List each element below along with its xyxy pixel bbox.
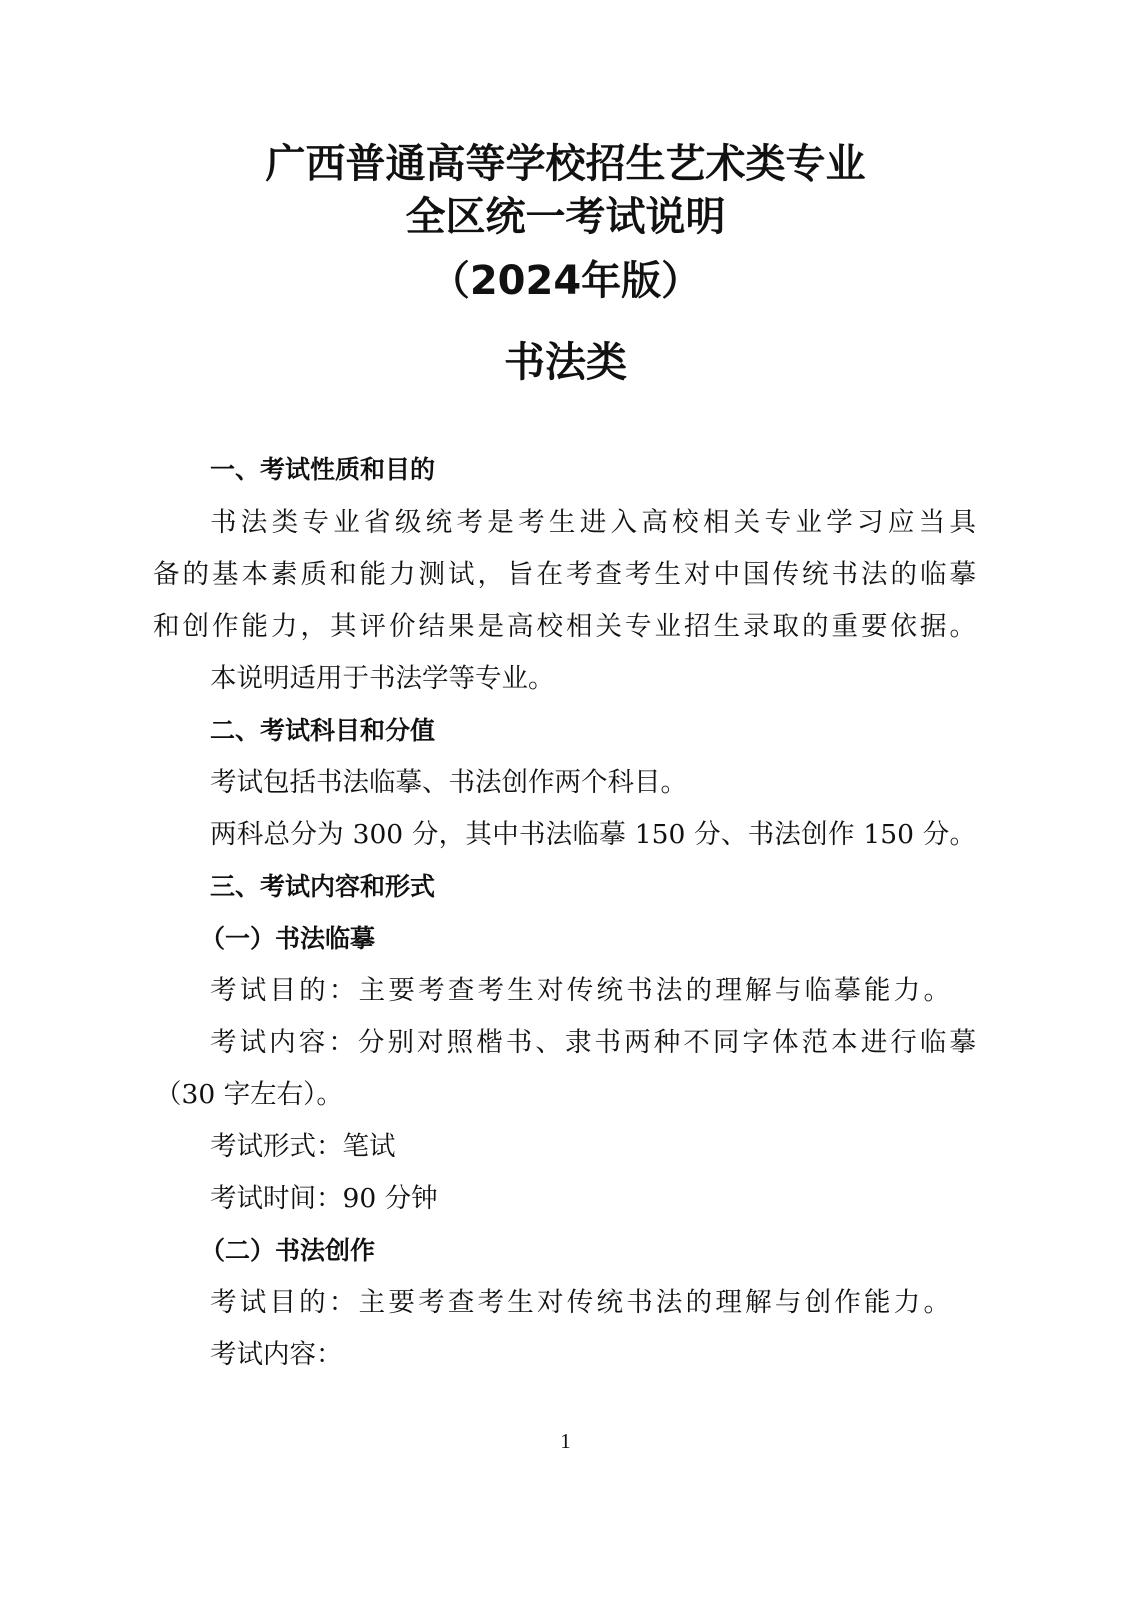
paragraph-line: 考试内容：分别对照楷书、隶书两种不同字体范本进行临摹 <box>210 1027 976 1058</box>
document-title-line2: 全区统一考试说明 <box>405 194 726 240</box>
paragraph-line: 和创作能力，其评价结果是高校相关专业招生录取的重要依据。 <box>153 611 976 642</box>
paragraph-line: 考试目的：主要考查考生对传统书法的理解与临摹能力。 <box>210 975 950 1006</box>
paragraph-line: （30 字左右）。 <box>155 1079 343 1110</box>
paragraph-line: 考试包括书法临摹、书法创作两个科目。 <box>210 767 687 798</box>
subsection-heading-1: （一）书法临摹 <box>200 924 376 953</box>
paragraph-line: 备的基本素质和能力测试，旨在考查考生对中国传统书法的临摹 <box>153 559 976 590</box>
paragraph-line: 本说明适用于书法学等专业。 <box>210 663 555 694</box>
page-number: 1 <box>560 1429 571 1453</box>
paragraph-line: 考试形式：笔试 <box>210 1131 396 1162</box>
paragraph-line: 考试目的：主要考查考生对传统书法的理解与创作能力。 <box>210 1287 950 1318</box>
section-heading-3: 三、考试内容和形式 <box>210 872 436 901</box>
paragraph-line: 两科总分为 300 分，其中书法临摹 150 分、书法创作 150 分。 <box>210 819 976 850</box>
paragraph-line: 书法类专业省级统考是考生进入高校相关专业学习应当具 <box>210 507 976 538</box>
section-heading-1: 一、考试性质和目的 <box>210 455 436 484</box>
section-heading-2: 二、考试科目和分值 <box>210 716 436 745</box>
document-category: 书法类 <box>504 338 627 386</box>
document-edition: （2024年版） <box>429 258 702 304</box>
document-title-line1: 广西普通高等学校招生艺术类专业 <box>265 141 866 187</box>
subsection-heading-2: （二）书法创作 <box>200 1236 376 1265</box>
paragraph-line: 考试内容： <box>210 1339 343 1370</box>
paragraph-line: 考试时间：90 分钟 <box>210 1183 438 1214</box>
